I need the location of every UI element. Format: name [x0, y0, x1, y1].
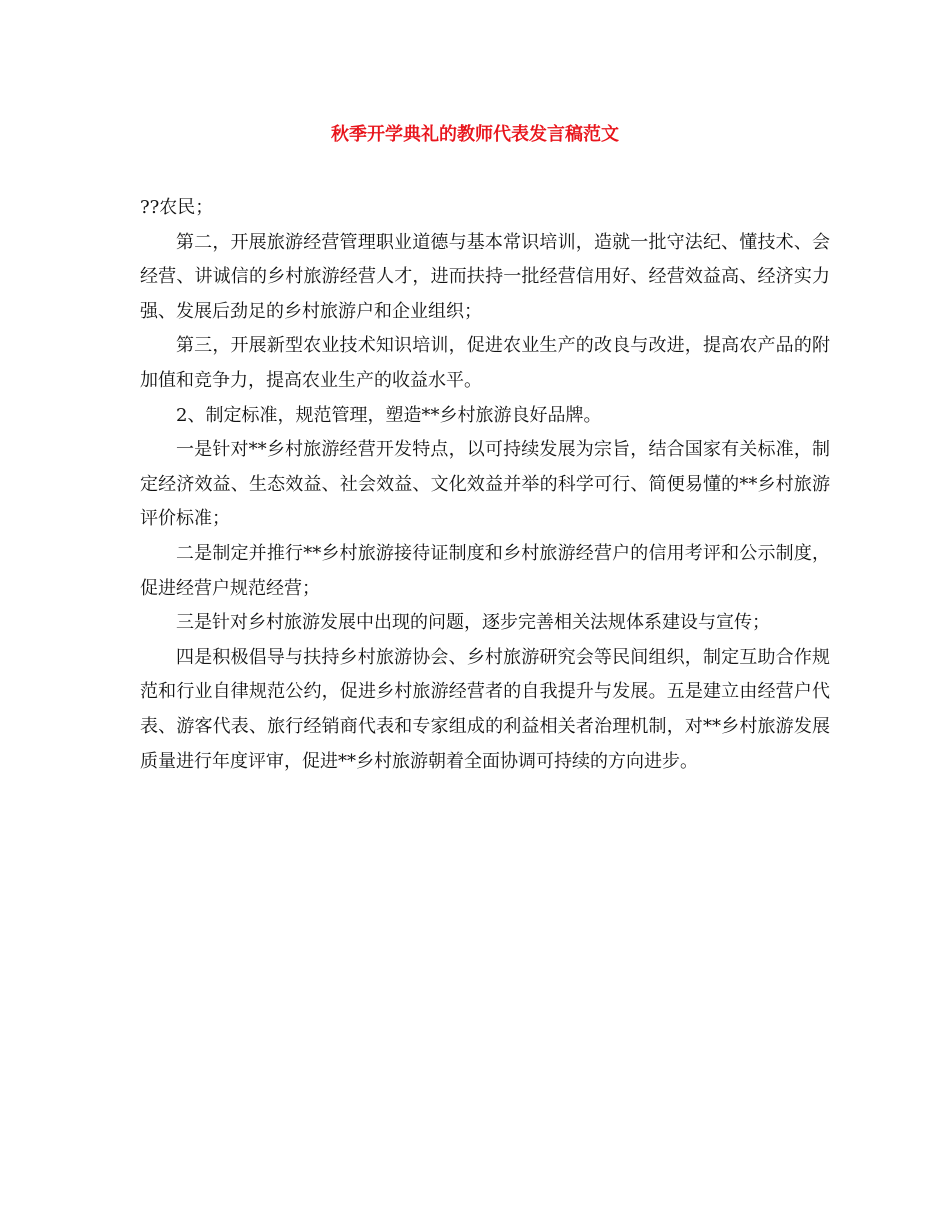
paragraph-third-training: 第三，开展新型农业技术知识培训，促进农业生产的改良与改进，提高农产品的附加值和竞争力，提高农业生产的收益水平。 [140, 335, 830, 391]
paragraph-item-three: 三是针对乡村旅游发展中出现的问题，逐步完善相关法规体系建设与宣传； [176, 612, 770, 634]
document-body [140, 191, 830, 779]
section-heading-standards: 2、制定标准，规范管理，塑造**乡村旅游良好品牌。 [176, 404, 602, 426]
paragraph-item-two: 二是制定并推行**乡村旅游接待证制度和乡村旅游经营户的信用考评和公示制度，促进经营户规范经营； [140, 542, 830, 599]
paragraph-item-four-five: 四是积极倡导与扶持乡村旅游协会、乡村旅游研究会等民间组织，制定互助合作规范和行业自律规范公约，促进乡村旅游经营者的自我提升与发展。五是建立由经营户代表、游客代表、旅行经销商代表和专家组成的利益相关者治理机制，对**乡村旅游发展质量进行年度评审，促进**乡村旅游朝着全面协调可持续的方向进步。 [140, 646, 830, 772]
paragraph-fragment: ??农民； [140, 197, 214, 218]
document-title: 秋季开学典礼的教师代表发言稿范文 [331, 124, 619, 145]
paragraph-item-one: 一是针对**乡村旅游经营开发特点，以可持续发展为宗旨，结合国家有关标准，制定经济效益、生态效益、社会效益、文化效益并举的科学可行、简便易懂的**乡村旅游评价标准； [140, 439, 830, 530]
paragraph-second-training: 第二，开展旅游经营管理职业道德与基本常识培训，造就一批守法纪、懂技术、会经营、讲诚信的乡村旅游经营人才，进而扶持一批经营信用好、经营效益高、经济实力强、发展后劲足的乡村旅游户和企业组织； [140, 231, 830, 322]
